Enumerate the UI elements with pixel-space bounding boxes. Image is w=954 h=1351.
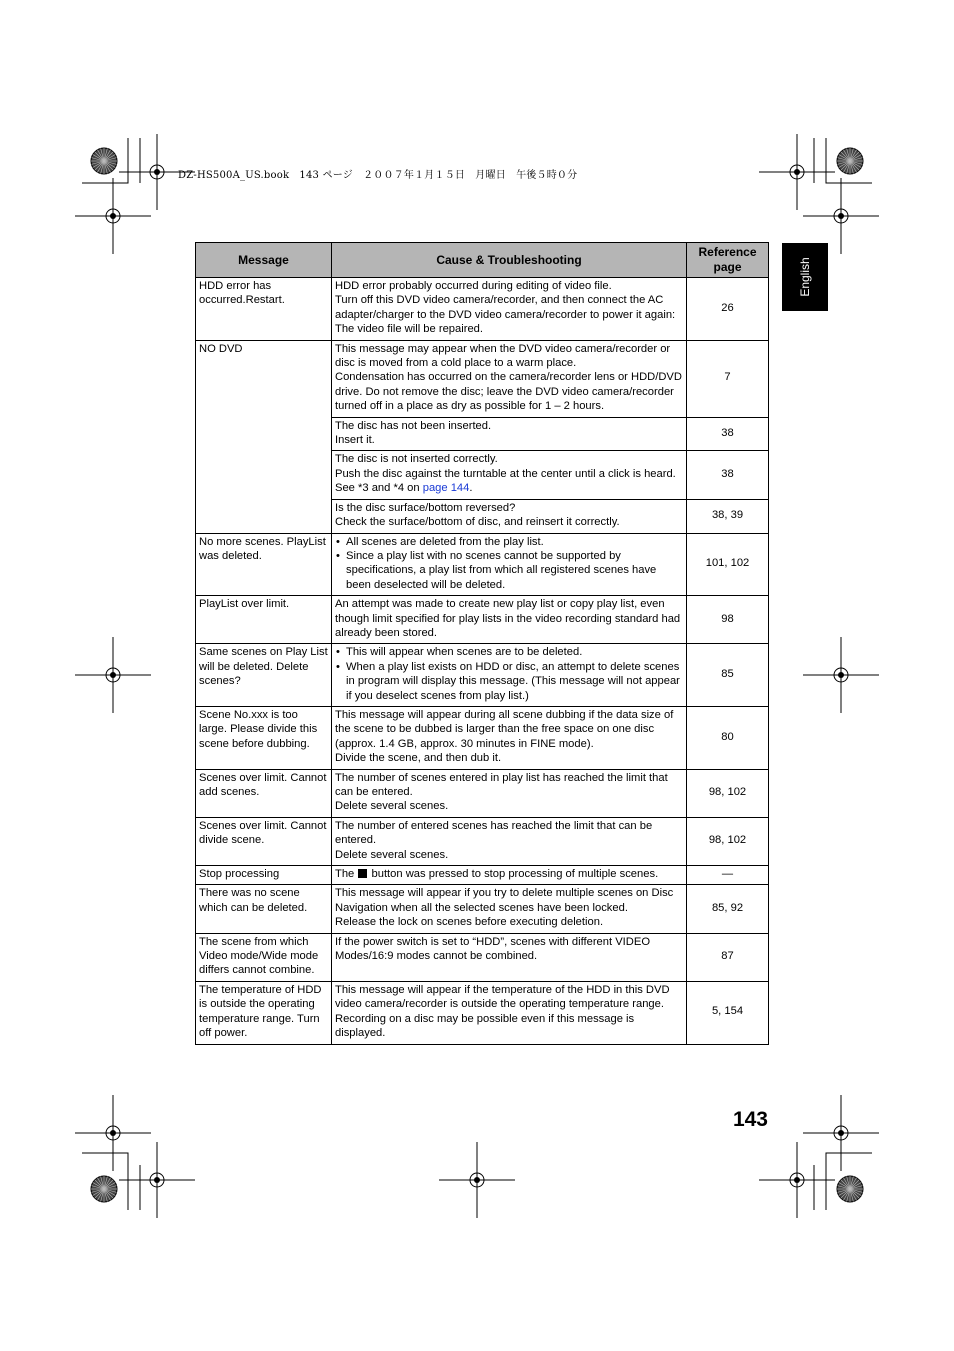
reference-cell: 98, 102	[687, 817, 769, 865]
cause-cell: The disc is not inserted correctly. Push the disc against the turntable at the center until a click is heard. See *3 and *4 on page 144.	[332, 451, 687, 499]
cause-cell: This message will appear if the temperature of the HDD in this DVD video camera/recorder is outside the operating temperature range. Recording on a disc may be possible even if this message is displayed.	[332, 981, 687, 1044]
message-cell: PlayList over limit.	[196, 596, 332, 644]
reference-cell: 38	[687, 451, 769, 499]
header-cause: Cause & Troubleshooting	[332, 243, 687, 278]
table-row	[196, 769, 769, 817]
cause-cell: HDD error probably occurred during editing of video file. Turn off this DVD video camera/recorder, and then connect the AC adapter/charger to the DVD video camera/recorder to power it again: The video file will be repaired.	[332, 278, 687, 341]
table-row	[196, 817, 769, 865]
message-cell: Scenes over limit. Cannot divide scene.	[196, 817, 332, 865]
cause-cell: The number of scenes entered in play list has reached the limit that can be entered. Delete several scenes.	[332, 769, 687, 817]
message-cell: HDD error has occurred.Restart.	[196, 278, 332, 341]
table-row	[196, 644, 769, 707]
message-cell: The scene from which Video mode/Wide mode differs cannot combine.	[196, 933, 332, 981]
header-message: Message	[196, 243, 332, 278]
reference-cell: —	[687, 866, 769, 885]
cause-cell: The disc has not been inserted. Insert it.	[332, 417, 687, 451]
message-cell: NO DVD	[196, 340, 332, 533]
message-cell: Stop processing	[196, 866, 332, 885]
page-link[interactable]: page 144	[422, 482, 470, 495]
table-row	[196, 706, 769, 769]
reference-cell: 5, 154	[687, 981, 769, 1044]
bullet-item: • All scenes are deleted from the play list.	[335, 535, 683, 549]
header-reference: Reference page	[687, 243, 769, 278]
table-header-row	[196, 243, 769, 278]
table-row	[196, 981, 769, 1044]
message-cell: No more scenes. PlayList was deleted.	[196, 533, 332, 596]
message-table	[195, 242, 769, 1045]
table-row	[196, 278, 769, 341]
cause-cell: This message will appear if you try to delete multiple scenes on Disc Navigation when all the selected scenes have been locked. Release the lock on scenes before executing deletion.	[332, 885, 687, 933]
table-row	[196, 885, 769, 933]
cause-cell: This message will appear during all scene dubbing if the data size of the scene to be dubbed is larger than the free space on one disc (approx. 1.4 GB, approx. 30 minutes in FINE mode). Divide the scene, and then dub it.	[332, 706, 687, 769]
message-cell: Scenes over limit. Cannot add scenes.	[196, 769, 332, 817]
reference-cell: 85	[687, 644, 769, 707]
cause-cell	[332, 533, 687, 596]
reference-cell: 38	[687, 417, 769, 451]
file-header-line: DZ-HS500A_US.book 143 ページ ２００７年１月１５日 月曜日 午後５時０分	[178, 170, 578, 181]
reference-cell: 7	[687, 340, 769, 417]
table-row	[196, 533, 769, 596]
cause-cell: An attempt was made to create new play list or copy play list, even though limit specified for play lists in the video recording standard had already been stored.	[332, 596, 687, 644]
reference-cell: 85, 92	[687, 885, 769, 933]
reference-cell: 101, 102	[687, 533, 769, 596]
cause-cell: This message may appear when the DVD video camera/recorder or disc is moved from a cold place to a warm place. Condensation has occurred on the camera/recorder lens or HDD/DVD drive. Do not remove the disc; leave the DVD video camera/recorder turned off in a place as dry as possible for 1 – 2 hours.	[332, 340, 687, 417]
language-tab-label: English	[798, 257, 812, 297]
cause-cell	[332, 644, 687, 707]
language-tab	[782, 243, 828, 311]
reference-cell: 80	[687, 706, 769, 769]
reference-cell: 98	[687, 596, 769, 644]
bullet-item: • When a play list exists on HDD or disc, an attempt to delete scenes in program will display this message. (This message will not appear if you deselect scenes from play list.)	[335, 660, 683, 703]
message-cell: There was no scene which can be deleted.	[196, 885, 332, 933]
reference-cell: 87	[687, 933, 769, 981]
cause-cell: The number of entered scenes has reached the limit that can be entered. Delete several scenes.	[332, 817, 687, 865]
table-row	[196, 866, 769, 885]
bullet-item: • Since a play list with no scenes cannot be supported by specifications, a play list from which all registered scenes have been deselected will be deleted.	[335, 549, 683, 592]
table-row	[196, 933, 769, 981]
table-row	[196, 340, 769, 417]
bullet-item: • This will appear when scenes are to be deleted.	[335, 645, 683, 659]
cause-cell: The button was pressed to stop processing of multiple scenes.	[332, 866, 687, 885]
reference-cell: 38, 39	[687, 499, 769, 533]
message-cell: The temperature of HDD is outside the operating temperature range. Turn off power.	[196, 981, 332, 1044]
cause-cell: Is the disc surface/bottom reversed? Check the surface/bottom of disc, and reinsert it correctly.	[332, 499, 687, 533]
reference-cell: 98, 102	[687, 769, 769, 817]
reference-cell: 26	[687, 278, 769, 341]
stop-button-icon	[358, 869, 367, 878]
message-cell: Scene No.xxx is too large. Please divide this scene before dubbing.	[196, 706, 332, 769]
page-number: 143	[732, 1108, 768, 1131]
table-row	[196, 596, 769, 644]
cause-cell: If the power switch is set to “HDD”, scenes with different VIDEO Modes/16:9 modes cannot be combined.	[332, 933, 687, 981]
message-cell: Same scenes on Play List will be deleted. Delete scenes?	[196, 644, 332, 707]
